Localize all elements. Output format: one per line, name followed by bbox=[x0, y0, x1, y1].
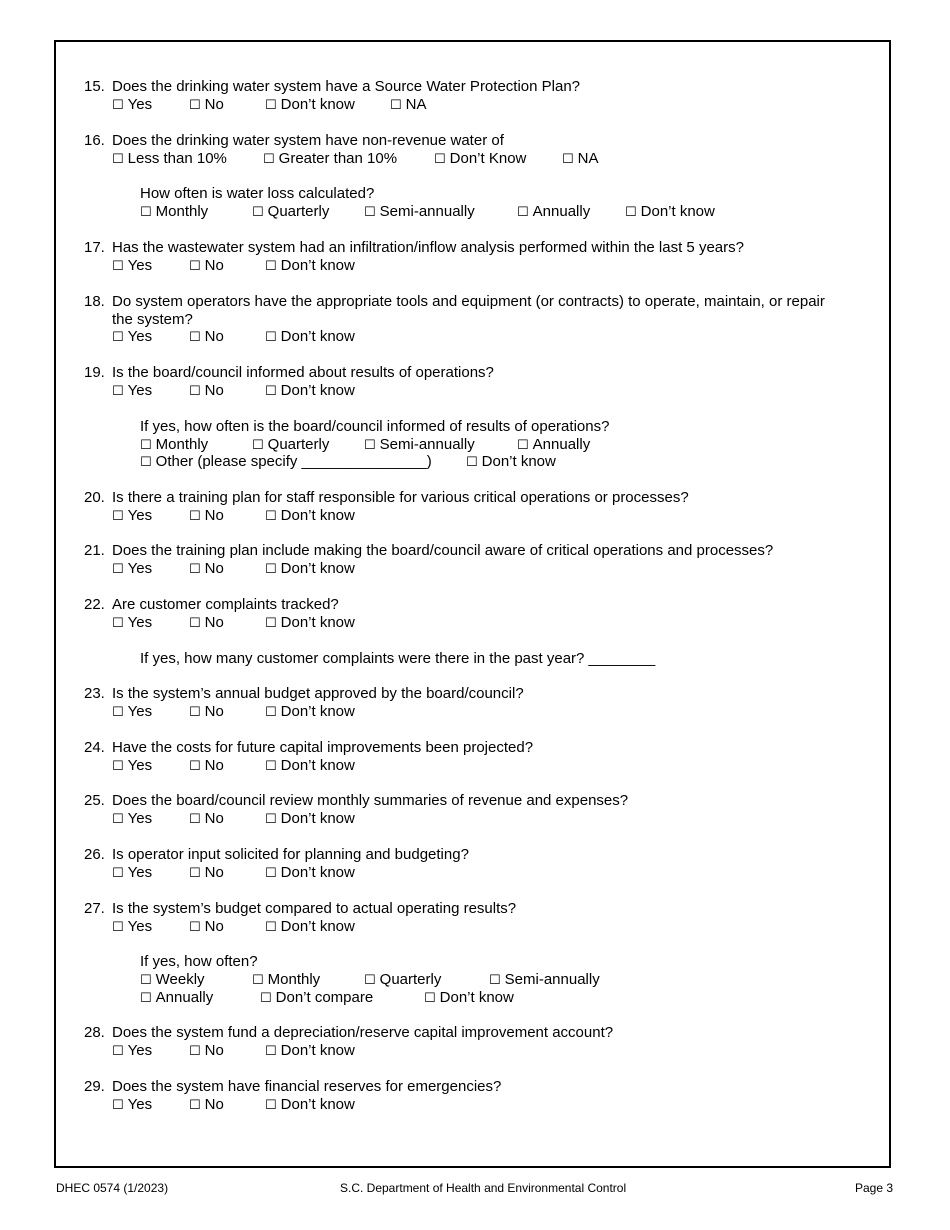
checkbox[interactable]: ☐ bbox=[265, 259, 277, 274]
checkbox[interactable]: ☐ bbox=[265, 705, 277, 720]
followup-option2-27-0[interactable] bbox=[140, 989, 213, 1006]
checkbox[interactable]: ☐ bbox=[265, 509, 277, 524]
checkbox[interactable]: ☐ bbox=[112, 562, 124, 577]
option-label: Don’t know bbox=[439, 989, 514, 1006]
option-label: Don’t know bbox=[280, 96, 355, 113]
option-label: Don’t know bbox=[280, 757, 355, 774]
option-label: Quarterly bbox=[267, 436, 330, 453]
option-25-0[interactable] bbox=[112, 810, 152, 827]
option-label: No bbox=[204, 328, 224, 345]
option-label: Yes bbox=[127, 1096, 153, 1113]
option-label: Don’t know bbox=[280, 614, 355, 631]
option-label: Don’t know bbox=[280, 560, 355, 577]
question-text: Is the system’s annual budget approved by the board/council? bbox=[112, 685, 524, 702]
option-26-0[interactable] bbox=[112, 864, 152, 881]
option-23-0[interactable] bbox=[112, 703, 152, 720]
option-label: Yes bbox=[127, 614, 153, 631]
option-26-1[interactable] bbox=[189, 864, 224, 881]
question-text: Does the system fund a depreciation/reserve capital improvement account? bbox=[112, 1024, 614, 1041]
option-label: Don’t know bbox=[280, 257, 355, 274]
followup-option-19-1[interactable] bbox=[252, 436, 329, 453]
option-label: No bbox=[204, 257, 224, 274]
followup-option2-27-1[interactable] bbox=[260, 989, 373, 1006]
question-number: 20. bbox=[84, 489, 105, 506]
option-26-2[interactable] bbox=[265, 864, 355, 881]
followup-option-27-3[interactable] bbox=[489, 971, 600, 988]
question-text-continued: the system? bbox=[112, 311, 193, 328]
question-text: Is there a training plan for staff responsible for various critical operations or processes? bbox=[112, 489, 689, 506]
checkbox[interactable]: ☐ bbox=[112, 759, 124, 774]
option-20-1[interactable] bbox=[189, 507, 224, 524]
followup-option-16-3[interactable] bbox=[517, 203, 590, 220]
option-label: Yes bbox=[127, 257, 153, 274]
question-number: 19. bbox=[84, 364, 105, 381]
option-24-0[interactable] bbox=[112, 757, 152, 774]
option-label: Other (please specify _______________) bbox=[155, 453, 432, 470]
followup-option-27-0[interactable] bbox=[140, 971, 205, 988]
option-label: Yes bbox=[127, 1042, 153, 1059]
checkbox[interactable]: ☐ bbox=[140, 973, 152, 988]
option-23-2[interactable] bbox=[265, 703, 355, 720]
option-label: No bbox=[204, 864, 224, 881]
checkbox[interactable]: ☐ bbox=[434, 152, 446, 167]
option-label: No bbox=[204, 810, 224, 827]
checkbox[interactable]: ☐ bbox=[489, 973, 501, 988]
option-label: Weekly bbox=[155, 971, 205, 988]
option-label: Don’t know bbox=[280, 703, 355, 720]
option-29-1[interactable] bbox=[189, 1096, 224, 1113]
checkbox[interactable]: ☐ bbox=[112, 1044, 124, 1059]
followup-option-19-3[interactable] bbox=[517, 436, 590, 453]
question-number: 17. bbox=[84, 239, 105, 256]
option-label: No bbox=[204, 1042, 224, 1059]
option-label: No bbox=[204, 757, 224, 774]
question-number: 26. bbox=[84, 846, 105, 863]
checkbox[interactable]: ☐ bbox=[265, 866, 277, 881]
checkbox[interactable]: ☐ bbox=[189, 1098, 201, 1113]
option-15-2[interactable] bbox=[265, 96, 355, 113]
question-number: 18. bbox=[84, 293, 105, 310]
option-label: Monthly bbox=[267, 971, 321, 988]
checkbox[interactable]: ☐ bbox=[140, 205, 152, 220]
checkbox[interactable]: ☐ bbox=[112, 616, 124, 631]
followup-option-16-4[interactable] bbox=[625, 203, 715, 220]
option-label: Don’t know bbox=[640, 203, 715, 220]
followup-option-19-0[interactable] bbox=[140, 436, 208, 453]
option-22-0[interactable] bbox=[112, 614, 152, 631]
option-22-1[interactable] bbox=[189, 614, 224, 631]
checkbox[interactable]: ☐ bbox=[390, 98, 402, 113]
question-text: Is the board/council informed about results of operations? bbox=[112, 364, 494, 381]
checkbox[interactable]: ☐ bbox=[265, 812, 277, 827]
checkbox[interactable]: ☐ bbox=[364, 438, 376, 453]
option-label: No bbox=[204, 1096, 224, 1113]
checkbox[interactable]: ☐ bbox=[466, 455, 478, 470]
option-label: Don’t know bbox=[280, 507, 355, 524]
option-16-3[interactable] bbox=[562, 150, 599, 167]
option-label: Yes bbox=[127, 328, 153, 345]
question-text: Do system operators have the appropriate tools and equipment (or contracts) to operate, maintain, or repair bbox=[112, 293, 825, 310]
question-text: Does the training plan include making the board/council aware of critical operations and processes? bbox=[112, 542, 774, 559]
checkbox[interactable]: ☐ bbox=[252, 438, 264, 453]
option-19-0[interactable] bbox=[112, 382, 152, 399]
option-label: Monthly bbox=[155, 436, 209, 453]
option-18-1[interactable] bbox=[189, 328, 224, 345]
checkbox[interactable]: ☐ bbox=[189, 759, 201, 774]
option-label: Yes bbox=[127, 810, 153, 827]
option-label: Yes bbox=[127, 382, 153, 399]
option-label: Annually bbox=[532, 203, 591, 220]
checkbox[interactable]: ☐ bbox=[112, 705, 124, 720]
option-label: Yes bbox=[127, 507, 153, 524]
option-27-1[interactable] bbox=[189, 918, 224, 935]
option-label: Don’t know bbox=[280, 1096, 355, 1113]
question-text: Are customer complaints tracked? bbox=[112, 596, 339, 613]
checkbox[interactable]: ☐ bbox=[424, 991, 436, 1006]
checkbox[interactable]: ☐ bbox=[140, 438, 152, 453]
option-label: Don’t know bbox=[280, 918, 355, 935]
followup-option2-19-1[interactable] bbox=[466, 453, 556, 470]
option-label: Semi-annually bbox=[379, 203, 475, 220]
question-number: 25. bbox=[84, 792, 105, 809]
followup-question: If yes, how often is the board/council informed of results of operations? bbox=[140, 418, 610, 435]
followup-question: If yes, how often? bbox=[140, 953, 258, 970]
option-label: Monthly bbox=[155, 203, 209, 220]
option-label: Less than 10% bbox=[127, 150, 227, 167]
checkbox[interactable]: ☐ bbox=[265, 384, 277, 399]
checkbox[interactable]: ☐ bbox=[189, 384, 201, 399]
option-label: Don’t know bbox=[280, 328, 355, 345]
option-18-0[interactable] bbox=[112, 328, 152, 345]
followup-option2-19-0[interactable] bbox=[140, 453, 432, 470]
checkbox[interactable]: ☐ bbox=[112, 98, 124, 113]
option-16-0[interactable] bbox=[112, 150, 227, 167]
checkbox[interactable]: ☐ bbox=[112, 866, 124, 881]
checkbox[interactable]: ☐ bbox=[265, 330, 277, 345]
option-29-0[interactable] bbox=[112, 1096, 152, 1113]
option-17-0[interactable] bbox=[112, 257, 152, 274]
option-label: No bbox=[204, 614, 224, 631]
option-23-1[interactable] bbox=[189, 703, 224, 720]
option-label: Yes bbox=[127, 703, 153, 720]
checkbox[interactable]: ☐ bbox=[263, 152, 275, 167]
option-24-2[interactable] bbox=[265, 757, 355, 774]
option-label: NA bbox=[405, 96, 427, 113]
option-25-2[interactable] bbox=[265, 810, 355, 827]
option-label: Annually bbox=[155, 989, 214, 1006]
followup-question: How often is water loss calculated? bbox=[140, 185, 375, 202]
checkbox[interactable]: ☐ bbox=[189, 509, 201, 524]
question-number: 28. bbox=[84, 1024, 105, 1041]
question-number: 22. bbox=[84, 596, 105, 613]
checkbox[interactable]: ☐ bbox=[265, 562, 277, 577]
checkbox[interactable]: ☐ bbox=[112, 920, 124, 935]
question-number: 15. bbox=[84, 78, 105, 95]
option-label: Yes bbox=[127, 96, 153, 113]
option-label: Yes bbox=[127, 757, 153, 774]
followup-question: If yes, how many customer complaints were there in the past year? ________ bbox=[140, 650, 656, 667]
followup-option-16-1[interactable] bbox=[252, 203, 329, 220]
question-text: Does the system have financial reserves for emergencies? bbox=[112, 1078, 502, 1095]
option-label: Don’t know bbox=[280, 1042, 355, 1059]
checkbox[interactable]: ☐ bbox=[260, 991, 272, 1006]
checkbox[interactable]: ☐ bbox=[562, 152, 574, 167]
option-18-2[interactable] bbox=[265, 328, 355, 345]
option-21-1[interactable] bbox=[189, 560, 224, 577]
option-label: Don’t know bbox=[280, 864, 355, 881]
checkbox[interactable]: ☐ bbox=[265, 920, 277, 935]
option-25-1[interactable] bbox=[189, 810, 224, 827]
option-label: Quarterly bbox=[267, 203, 330, 220]
option-16-1[interactable] bbox=[263, 150, 397, 167]
checkbox[interactable]: ☐ bbox=[189, 616, 201, 631]
option-label: No bbox=[204, 507, 224, 524]
checkbox[interactable]: ☐ bbox=[189, 920, 201, 935]
checkbox[interactable]: ☐ bbox=[189, 866, 201, 881]
option-24-1[interactable] bbox=[189, 757, 224, 774]
option-label: No bbox=[204, 96, 224, 113]
checkbox[interactable]: ☐ bbox=[189, 812, 201, 827]
checkbox[interactable]: ☐ bbox=[265, 616, 277, 631]
question-text: Has the wastewater system had an infiltration/inflow analysis performed within the last 5 years? bbox=[112, 239, 744, 256]
option-15-0[interactable] bbox=[112, 96, 152, 113]
followup-option-27-1[interactable] bbox=[252, 971, 320, 988]
option-label: No bbox=[204, 382, 224, 399]
page-number: Page 3 bbox=[855, 1181, 894, 1195]
option-28-0[interactable] bbox=[112, 1042, 152, 1059]
option-19-1[interactable] bbox=[189, 382, 224, 399]
question-text: Does the drinking water system have non-revenue water of bbox=[112, 132, 504, 149]
option-label: Semi-annually bbox=[504, 971, 600, 988]
form-id: DHEC 0574 (1/2023) bbox=[56, 1181, 169, 1195]
checkbox[interactable]: ☐ bbox=[189, 259, 201, 274]
checkbox[interactable]: ☐ bbox=[112, 384, 124, 399]
checkbox[interactable]: ☐ bbox=[140, 991, 152, 1006]
checkbox[interactable]: ☐ bbox=[364, 973, 376, 988]
checkbox[interactable]: ☐ bbox=[265, 759, 277, 774]
followup-option2-27-2[interactable] bbox=[424, 989, 514, 1006]
option-label: Annually bbox=[532, 436, 591, 453]
checkbox[interactable]: ☐ bbox=[112, 259, 124, 274]
option-label: Yes bbox=[127, 560, 153, 577]
option-21-2[interactable] bbox=[265, 560, 355, 577]
followup-option-19-2[interactable] bbox=[364, 436, 475, 453]
option-27-0[interactable] bbox=[112, 918, 152, 935]
option-label: Quarterly bbox=[379, 971, 442, 988]
checkbox[interactable]: ☐ bbox=[112, 152, 124, 167]
agency-name: S.C. Department of Health and Environmental Control bbox=[340, 1181, 627, 1195]
option-label: Greater than 10% bbox=[278, 150, 398, 167]
checkbox[interactable]: ☐ bbox=[265, 1098, 277, 1113]
checkbox[interactable]: ☐ bbox=[189, 1044, 201, 1059]
checkbox[interactable]: ☐ bbox=[189, 330, 201, 345]
question-text: Does the board/council review monthly summaries of revenue and expenses? bbox=[112, 792, 629, 809]
question-text: Is the system’s budget compared to actual operating results? bbox=[112, 900, 517, 917]
option-label: Don’t compare bbox=[275, 989, 374, 1006]
question-text: Is operator input solicited for planning and budgeting? bbox=[112, 846, 469, 863]
followup-option-27-2[interactable] bbox=[364, 971, 441, 988]
checkbox[interactable]: ☐ bbox=[112, 1098, 124, 1113]
option-label: No bbox=[204, 560, 224, 577]
question-number: 27. bbox=[84, 900, 105, 917]
option-22-2[interactable] bbox=[265, 614, 355, 631]
question-number: 23. bbox=[84, 685, 105, 702]
checkbox[interactable]: ☐ bbox=[517, 438, 529, 453]
option-20-0[interactable] bbox=[112, 507, 152, 524]
checkbox[interactable]: ☐ bbox=[112, 812, 124, 827]
question-number: 21. bbox=[84, 542, 105, 559]
option-label: Don’t know bbox=[280, 382, 355, 399]
checkbox[interactable]: ☐ bbox=[265, 1044, 277, 1059]
checkbox[interactable]: ☐ bbox=[265, 98, 277, 113]
option-28-2[interactable] bbox=[265, 1042, 355, 1059]
option-label: No bbox=[204, 703, 224, 720]
checkbox[interactable]: ☐ bbox=[252, 973, 264, 988]
option-16-2[interactable] bbox=[434, 150, 526, 167]
option-label: Semi-annually bbox=[379, 436, 475, 453]
checkbox[interactable]: ☐ bbox=[517, 205, 529, 220]
checkbox[interactable]: ☐ bbox=[625, 205, 637, 220]
checkbox[interactable]: ☐ bbox=[189, 705, 201, 720]
question-text: Does the drinking water system have a Source Water Protection Plan? bbox=[112, 78, 581, 95]
option-label: No bbox=[204, 918, 224, 935]
option-15-3[interactable] bbox=[390, 96, 427, 113]
option-21-0[interactable] bbox=[112, 560, 152, 577]
checkbox[interactable]: ☐ bbox=[140, 455, 152, 470]
option-label: Yes bbox=[127, 864, 153, 881]
option-label: NA bbox=[577, 150, 599, 167]
option-19-2[interactable] bbox=[265, 382, 355, 399]
question-text: Have the costs for future capital improvements been projected? bbox=[112, 739, 534, 756]
option-20-2[interactable] bbox=[265, 507, 355, 524]
followup-option-16-2[interactable] bbox=[364, 203, 475, 220]
option-label: Don’t Know bbox=[449, 150, 527, 167]
checkbox[interactable]: ☐ bbox=[112, 509, 124, 524]
option-17-1[interactable] bbox=[189, 257, 224, 274]
option-15-1[interactable] bbox=[189, 96, 224, 113]
checkbox[interactable]: ☐ bbox=[189, 562, 201, 577]
checkbox[interactable]: ☐ bbox=[112, 330, 124, 345]
option-label: Don’t know bbox=[481, 453, 556, 470]
option-27-2[interactable] bbox=[265, 918, 355, 935]
option-label: Yes bbox=[127, 918, 153, 935]
option-28-1[interactable] bbox=[189, 1042, 224, 1059]
checkbox[interactable]: ☐ bbox=[252, 205, 264, 220]
question-number: 29. bbox=[84, 1078, 105, 1095]
question-number: 24. bbox=[84, 739, 105, 756]
checkbox[interactable]: ☐ bbox=[189, 98, 201, 113]
option-17-2[interactable] bbox=[265, 257, 355, 274]
question-number: 16. bbox=[84, 132, 105, 149]
option-label: Don’t know bbox=[280, 810, 355, 827]
followup-option-16-0[interactable] bbox=[140, 203, 208, 220]
option-29-2[interactable] bbox=[265, 1096, 355, 1113]
checkbox[interactable]: ☐ bbox=[364, 205, 376, 220]
